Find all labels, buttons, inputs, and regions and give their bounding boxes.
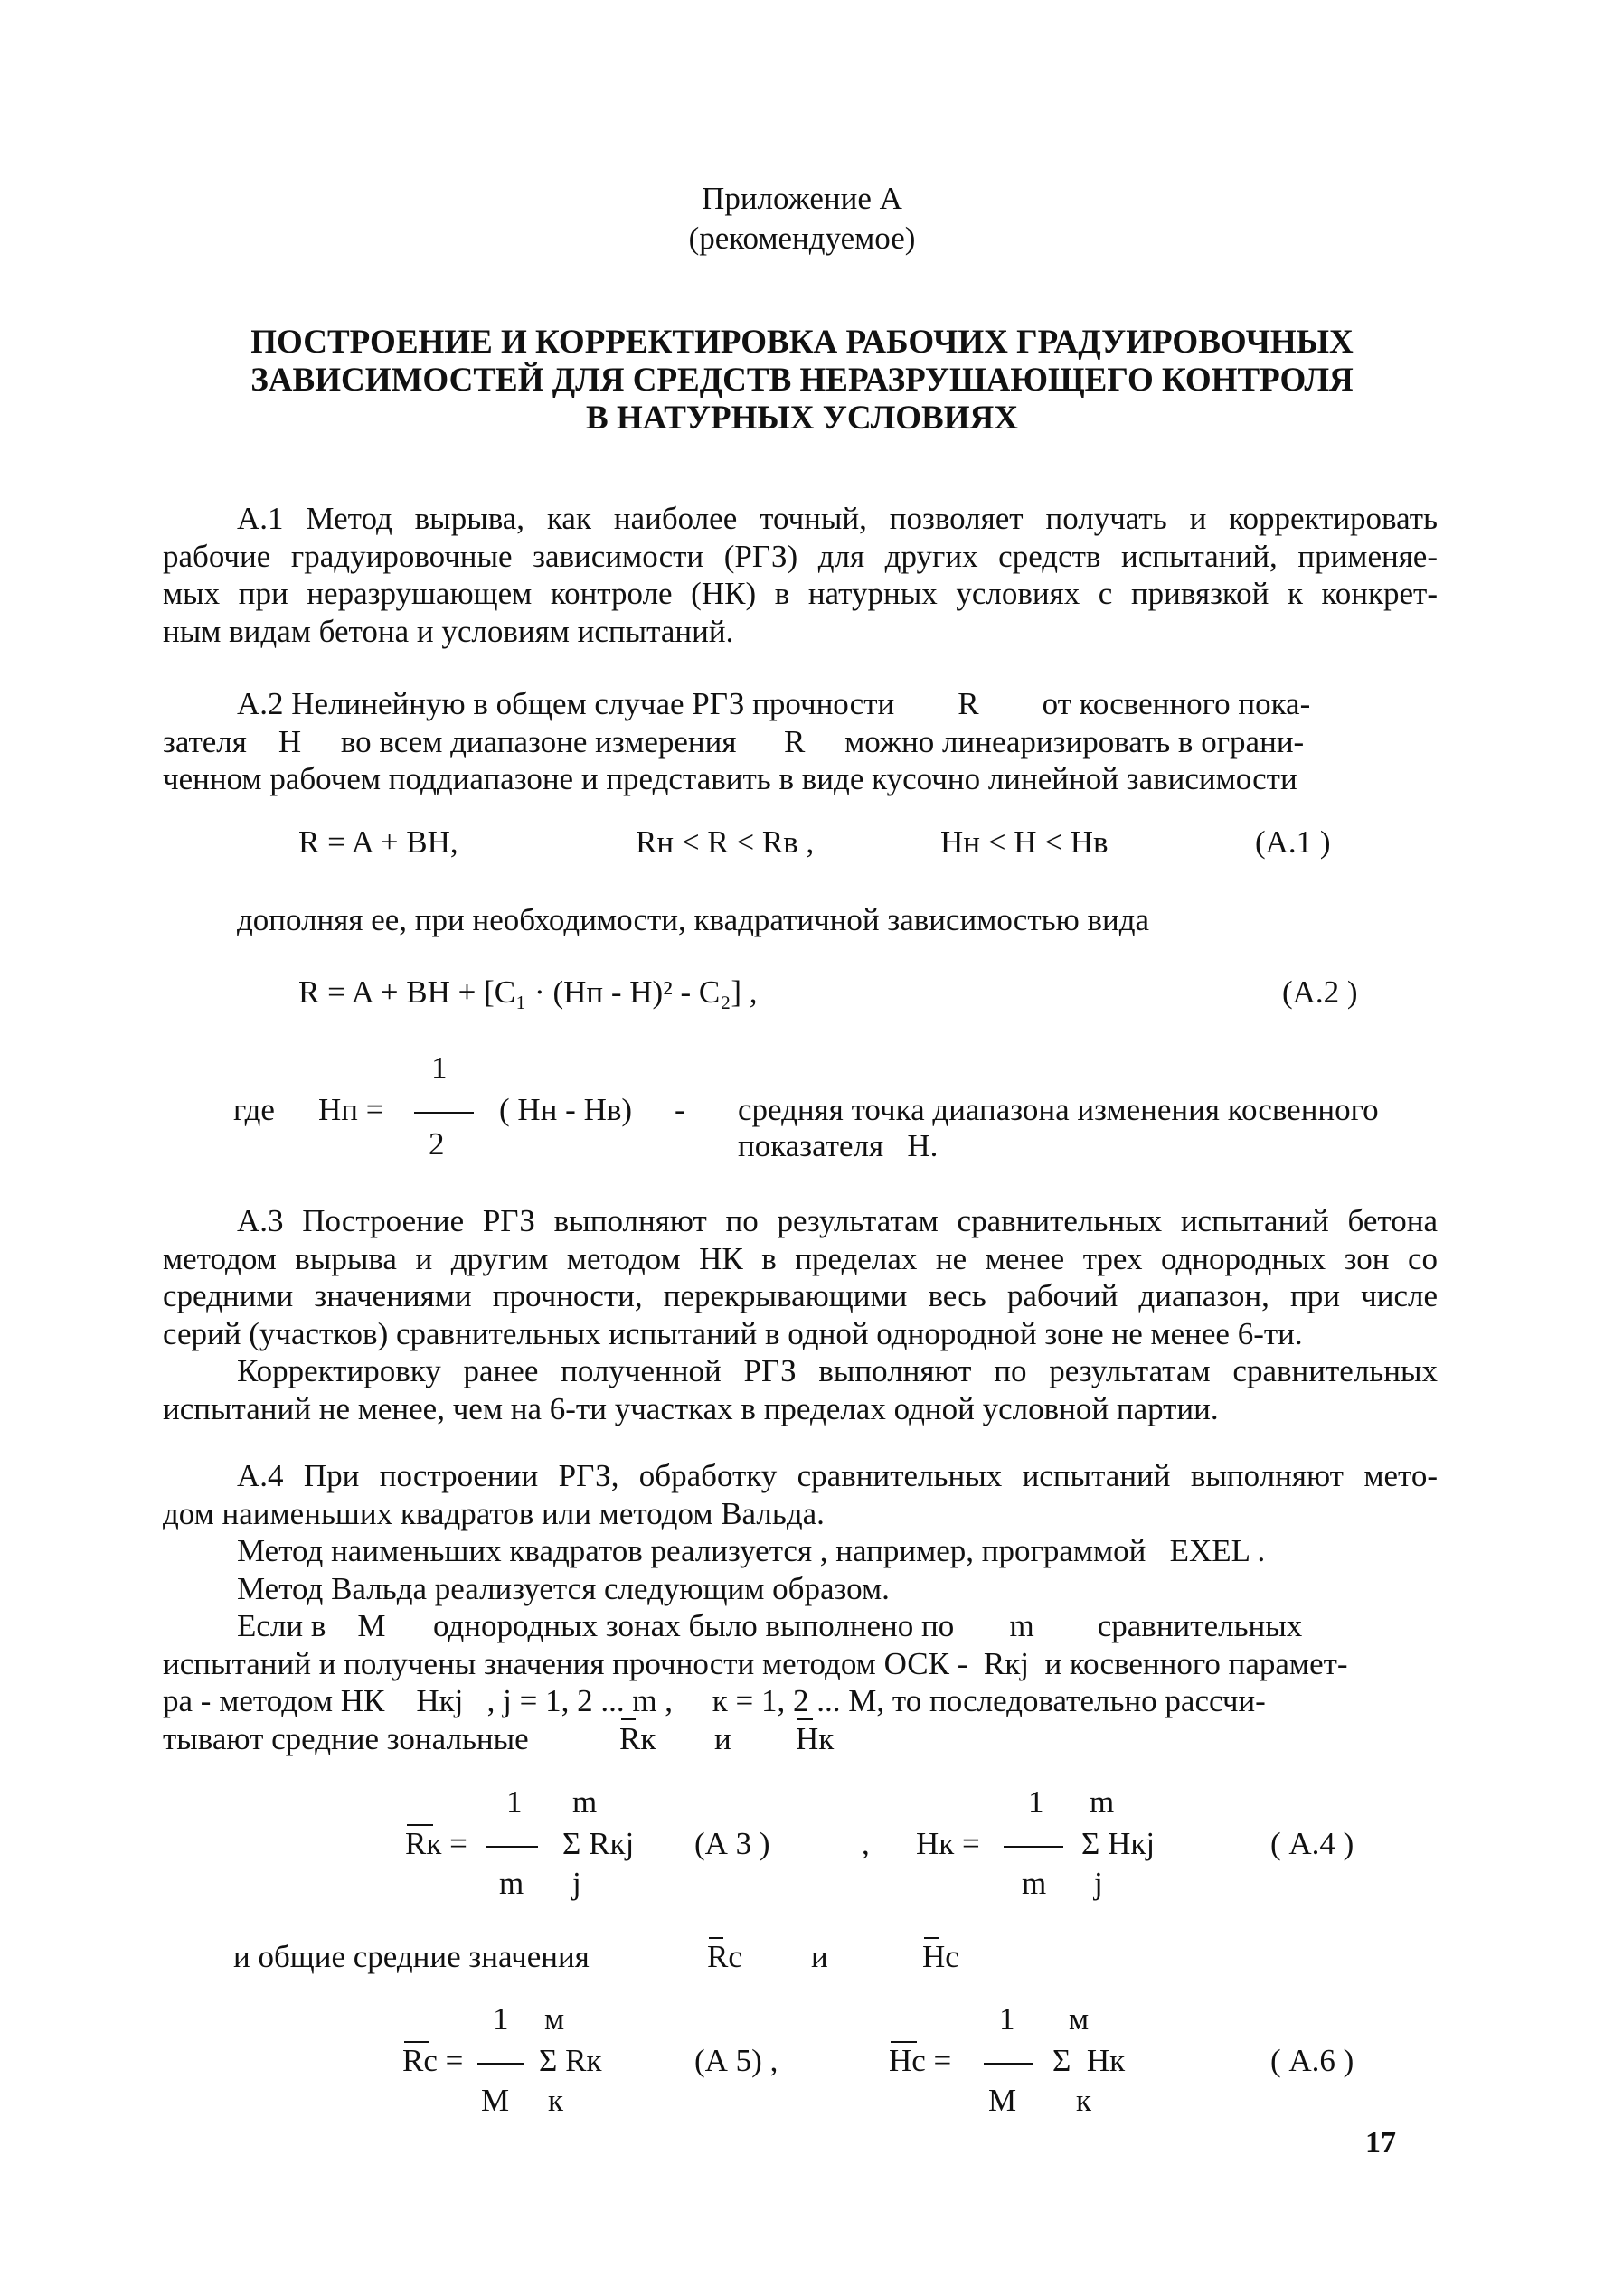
eq3-numerator: 1: [506, 1784, 523, 1820]
a4-line-8: [163, 1720, 1438, 1757]
eq5-lhs: Rc =: [402, 2043, 464, 2078]
a3-line-6: испытаний не менее, чем на 6-ти участках в пределах одной условной партии.: [163, 1390, 1219, 1426]
eq3-fraction-line: [486, 1846, 538, 1848]
eq2-main: R = A + BH + [C₁ · (Нп - Н)² - С₂] ,: [298, 974, 758, 1010]
a4-line-3: Метод наименьших квадратов реализуется , например, программой EXEL .: [237, 1533, 1266, 1568]
eq4-lhs: Нк =: [916, 1826, 980, 1861]
a4-line-2: дом наименьших квадратов или методом Вальда.: [163, 1495, 825, 1531]
a4-line-6: испытаний и получены значения прочности методом ОСК - Rкj и косвенного парамет-: [163, 1645, 1348, 1681]
eq1-range-r: Rн < R < Rв ,: [636, 824, 815, 860]
eq4-lower: j: [1094, 1866, 1103, 1901]
eq1-number: (А.1 ): [1255, 824, 1331, 860]
eq6-lower: к: [1076, 2083, 1092, 2118]
a4-line-8-text: тывают средние зональные: [163, 1720, 529, 1756]
eq4-denominator: m: [1022, 1866, 1047, 1901]
eq5-denominator: М: [481, 2083, 510, 2118]
a4-hk-symbol: Нк: [796, 1720, 835, 1756]
where-denominator: 2: [429, 1126, 445, 1162]
eq3-sum: Σ Rкj: [562, 1826, 635, 1861]
title-line-3: В НАТУРНЫХ УСЛОВИЯХ: [586, 400, 1018, 437]
where-fraction-line: [414, 1112, 474, 1114]
eq3-denominator: m: [499, 1866, 524, 1901]
a3-line-3: средними значениями прочности, перекрывающими весь рабочий диапазон, при числе: [163, 1278, 1438, 1313]
title-line-2: ЗАВИСИМОСТЕЙ ДЛЯ СРЕДСТВ НЕРАЗРУШАЮЩЕГО КОНТРОЛЯ: [250, 362, 1354, 399]
eq5-number: (А 5) ,: [694, 2043, 778, 2078]
where-dash: -: [675, 1092, 685, 1127]
eq4-numerator: 1: [1028, 1784, 1044, 1820]
eq5-upper: м: [544, 2001, 565, 2037]
eq6-numerator: 1: [999, 2001, 1015, 2037]
where-desc-2: показателя Н.: [738, 1128, 939, 1163]
a3-line-1: А.3 Построение РГЗ выполняют по результатам сравнительных испытаний бетона: [237, 1203, 1438, 1238]
eq6-number: ( А.6 ): [1270, 2043, 1354, 2078]
a3-line-5: Корректировку ранее полученной РГЗ выполняют по результатам сравнительных: [237, 1353, 1438, 1388]
section-a1: [163, 500, 1438, 650]
eq1-range-h: Нн < Н < Нв: [940, 824, 1109, 860]
eq5-sum: Σ Rк: [539, 2043, 602, 2078]
where-word: где: [233, 1092, 275, 1127]
appendix-status: (рекомендуемое): [688, 221, 916, 256]
where-expr: ( Нн - Нв): [499, 1092, 633, 1127]
appendix-label: Приложение А: [702, 181, 902, 216]
a2-line-2: зателя Н во всем диапазоне измерения R можно линеаризировать в ограни-: [163, 723, 1305, 759]
a4-line-7: ра - методом НК Нкj , j = 1, 2 ... m , к = 1, 2 ... М, то последовательно рассчи-: [163, 1683, 1266, 1718]
eq4-upper: m: [1090, 1784, 1115, 1820]
a4-line-5: Если в М однородных зонах было выполнено по m сравнительных: [237, 1608, 1303, 1643]
eq3-upper: m: [572, 1784, 598, 1820]
eq5-numerator: 1: [493, 2001, 509, 2037]
eq6-denominator: М: [988, 2083, 1017, 2118]
section-a2: [163, 685, 1438, 798]
overall-rc: Rc: [707, 1939, 742, 1974]
section-a3: [163, 1202, 1438, 1427]
eq3-lhs: Rк =: [405, 1826, 467, 1861]
a1-line-3: мых при неразрушающем контроле (НК) в натурных условиях с привязкой к конкрет-: [163, 576, 1438, 611]
a4-line-1: А.4 При построении РГЗ, обработку сравнительных испытаний выполняют мето-: [237, 1458, 1438, 1493]
a3-line-2: методом вырыва и другим методом НК в пределах не менее трех однородных зон со: [163, 1240, 1438, 1276]
eq5-lower: к: [548, 2083, 564, 2118]
supplement-text: дополняя ее, при необходимости, квадратичной зависимостью вида: [237, 902, 1150, 937]
overall-and: и: [811, 1939, 828, 1974]
overall-text: и общие средние значения: [233, 1939, 590, 1974]
a4-and: и: [714, 1720, 731, 1756]
section-a4: [163, 1457, 1438, 1757]
where-lhs: Нп =: [318, 1092, 384, 1127]
a1-line-4: ным видам бетона и условиям испытаний.: [163, 613, 734, 649]
eq1-main: R = A + BH,: [298, 824, 458, 860]
where-desc-1: средняя точка диапазона изменения косвенного: [738, 1092, 1379, 1127]
overall-hc: Нс: [922, 1939, 959, 1974]
eq4-comma: ,: [862, 1826, 870, 1861]
page-number: 17: [1365, 2126, 1396, 2160]
a1-line-1: А.1 Метод вырыва, как наиболее точный, позволяет получать и корректировать: [237, 501, 1438, 536]
title-line-1: ПОСТРОЕНИЕ И КОРРЕКТИРОВКА РАБОЧИХ ГРАДУИРОВОЧНЫХ: [250, 324, 1354, 361]
eq6-fraction-line: [984, 2063, 1033, 2065]
eq3-number: (А 3 ): [694, 1826, 770, 1861]
eq6-lhs: Нс =: [889, 2043, 952, 2078]
a2-line-3: ченном рабочем поддиапазоне и представить в виде кусочно линейной зависимости: [163, 761, 1297, 796]
eq5-fraction-line: [477, 2063, 524, 2065]
eq4-sum: Σ Нкj: [1081, 1826, 1156, 1861]
eq4-fraction-line: [1004, 1846, 1063, 1848]
a3-line-4: серий (участков) сравнительных испытаний в одной однородной зоне не менее 6-ти.: [163, 1315, 1303, 1351]
a2-line-1: А.2 Нелинейную в общем случае РГЗ прочности R от косвенного пока-: [237, 686, 1311, 721]
eq4-number: ( А.4 ): [1270, 1826, 1354, 1861]
eq6-sum: Σ Нк: [1052, 2043, 1126, 2078]
a4-line-4: Метод Вальда реализуется следующим образом.: [237, 1570, 890, 1606]
a1-line-2: рабочие градуировочные зависимости (РГЗ) для других средств испытаний, применяе-: [163, 538, 1438, 574]
where-numerator: 1: [431, 1050, 448, 1086]
eq3-lower: j: [572, 1866, 581, 1901]
a4-rk-symbol: Rк: [619, 1720, 656, 1756]
eq6-upper: м: [1069, 2001, 1090, 2037]
eq2-number: (А.2 ): [1282, 974, 1358, 1010]
